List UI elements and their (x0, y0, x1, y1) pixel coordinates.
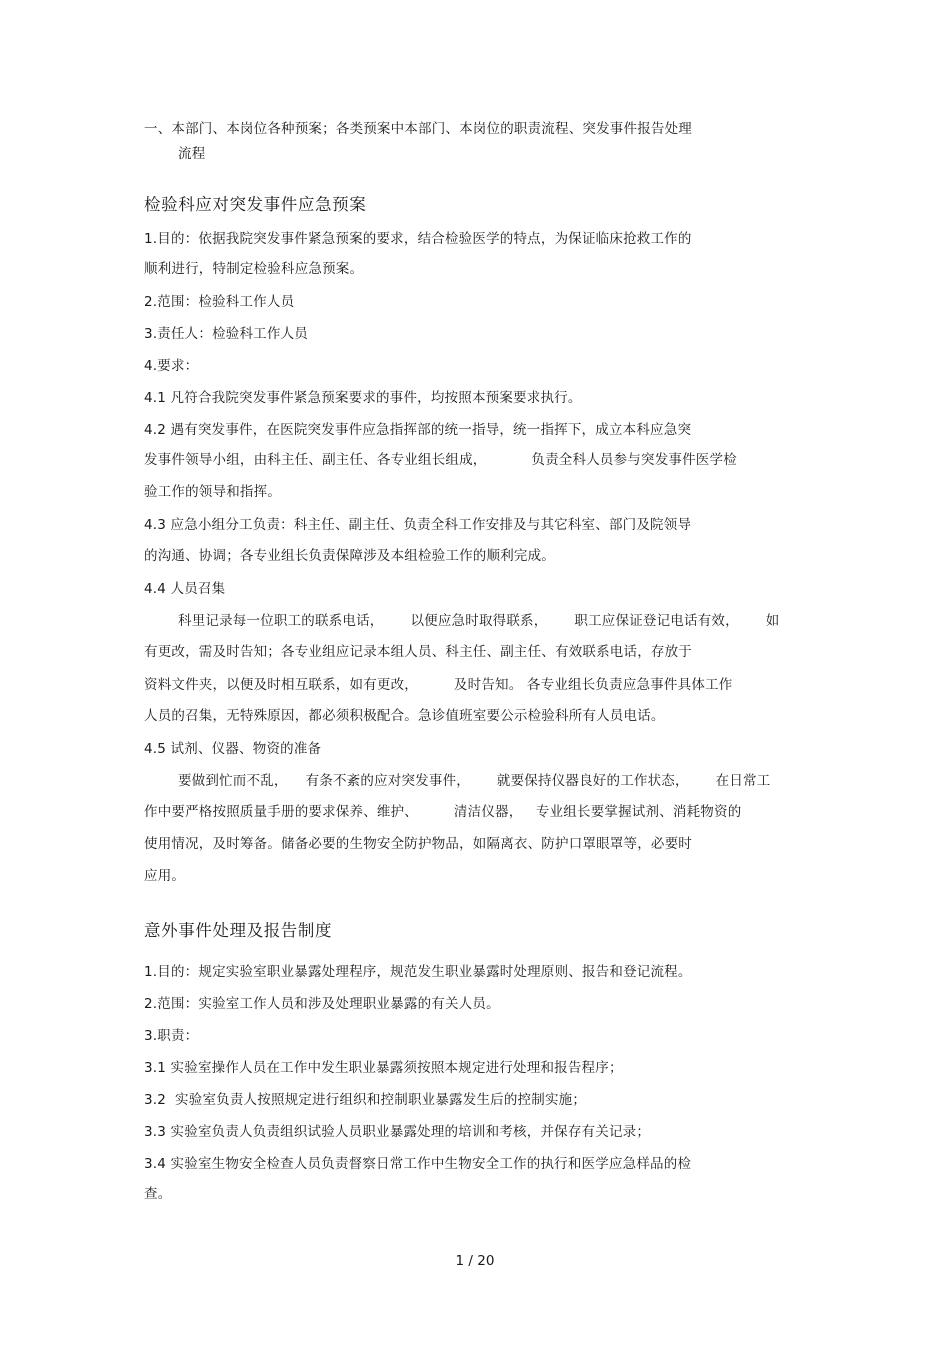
paragraph-line: 应用。 (144, 868, 186, 884)
intro-line-2: 流程 (178, 146, 206, 162)
intro-line-1: 一、本部门、本岗位各种预案；各类预案中本部门、本岗位的职责流程、突发事件报告处理 (144, 121, 692, 137)
section-title: 检验科应对突发事件应急预案 (144, 195, 367, 214)
paragraph-line: 4.5 试剂、仪器、物资的准备 (144, 741, 322, 757)
paragraph-line: 顺利进行，特制定检验科应急预案。 (144, 261, 364, 277)
paragraph-line: 使用情况，及时筹备。储备必要的生物安全防护物品，如隔离衣、防护口罩眼罩等，必要时 (144, 836, 692, 852)
paragraph-line: 4.3 应急小组分工负责：科主任、副主任、负责全科工作安排及与其它科室、部门及院领导 (144, 517, 692, 533)
paragraph-line: 1.目的：规定实验室职业暴露处理程序，规范发生职业暴露时处理原则、报告和登记流程。 (144, 964, 692, 980)
paragraph-line: 1.目的：依据我院突发事件紧急预案的要求，结合检验医学的特点，为保证临床抢救工作的 (144, 231, 692, 247)
paragraph-line: 3.责任人：检验科工作人员 (144, 326, 308, 342)
paragraph-line: 的沟通、协调；各专业组长负责保障涉及本组检验工作的顺利完成。 (144, 548, 555, 564)
paragraph-line: 要做到忙而不乱， 有条不紊的应对突发事件， 就要保持仪器良好的工作状态， 在日常工 (178, 773, 771, 789)
paragraph-line: 人员的召集，无特殊原因，都必须积极配合。急诊值班室要公示检验科所有人员电话。 (144, 708, 665, 724)
page-number: 1 / 20 (455, 1253, 495, 1269)
paragraph-line: 3.职责： (144, 1028, 199, 1044)
paragraph-line: 4.1 凡符合我院突发事件紧急预案要求的事件，均按照本预案要求执行。 (144, 390, 582, 406)
paragraph-line: 资料文件夹，以便及时相互联系，如有更改， 及时告知。 各专业组长负责应急事件具体工作 (144, 677, 733, 693)
paragraph-line: 3.2 实验室负责人按照规定进行组织和控制职业暴露发生后的控制实施； (144, 1092, 587, 1108)
paragraph-line: 4.要求： (144, 358, 199, 374)
paragraph-line: 3.1 实验室操作人员在工作中发生职业暴露须按照本规定进行处理和报告程序； (144, 1060, 623, 1076)
paragraph-line: 2.范围：实验室工作人员和涉及处理职业暴露的有关人员。 (144, 996, 500, 1012)
paragraph-line: 3.3 实验室负责人负责组织试验人员职业暴露处理的培训和考核，并保存有关记录； (144, 1124, 651, 1140)
paragraph-line: 有更改，需及时告知；各专业组应记录本组人员、科主任、副主任、有效联系电话，存放于 (144, 644, 692, 660)
paragraph-line: 验工作的领导和指挥。 (144, 484, 281, 500)
paragraph-line: 科里记录每一位职工的联系电话， 以便应急时取得联系， 职工应保证登记电话有效， 如 (178, 613, 780, 629)
paragraph-line: 查。 (144, 1186, 172, 1202)
paragraph-line: 4.4 人员召集 (144, 581, 226, 597)
section-title: 意外事件处理及报告制度 (144, 921, 333, 940)
paragraph-line: 3.4 实验室生物安全检查人员负责督察日常工作中生物安全工作的执行和医学应急样品的检 (144, 1156, 692, 1172)
paragraph-line: 2.范围：检验科工作人员 (144, 294, 295, 310)
paragraph-line: 作中要严格按照质量手册的要求保养、维护、 清洁仪器， 专业组长要掌握试剂、消耗物资的 (144, 804, 742, 820)
paragraph-line: 发事件领导小组，由科主任、副主任、各专业组长组成， 负责全科人员参与突发事件医学检 (144, 452, 737, 468)
paragraph-line: 4.2 遇有突发事件，在医院突发事件应急指挥部的统一指导，统一指挥下，成立本科应急突 (144, 422, 692, 438)
